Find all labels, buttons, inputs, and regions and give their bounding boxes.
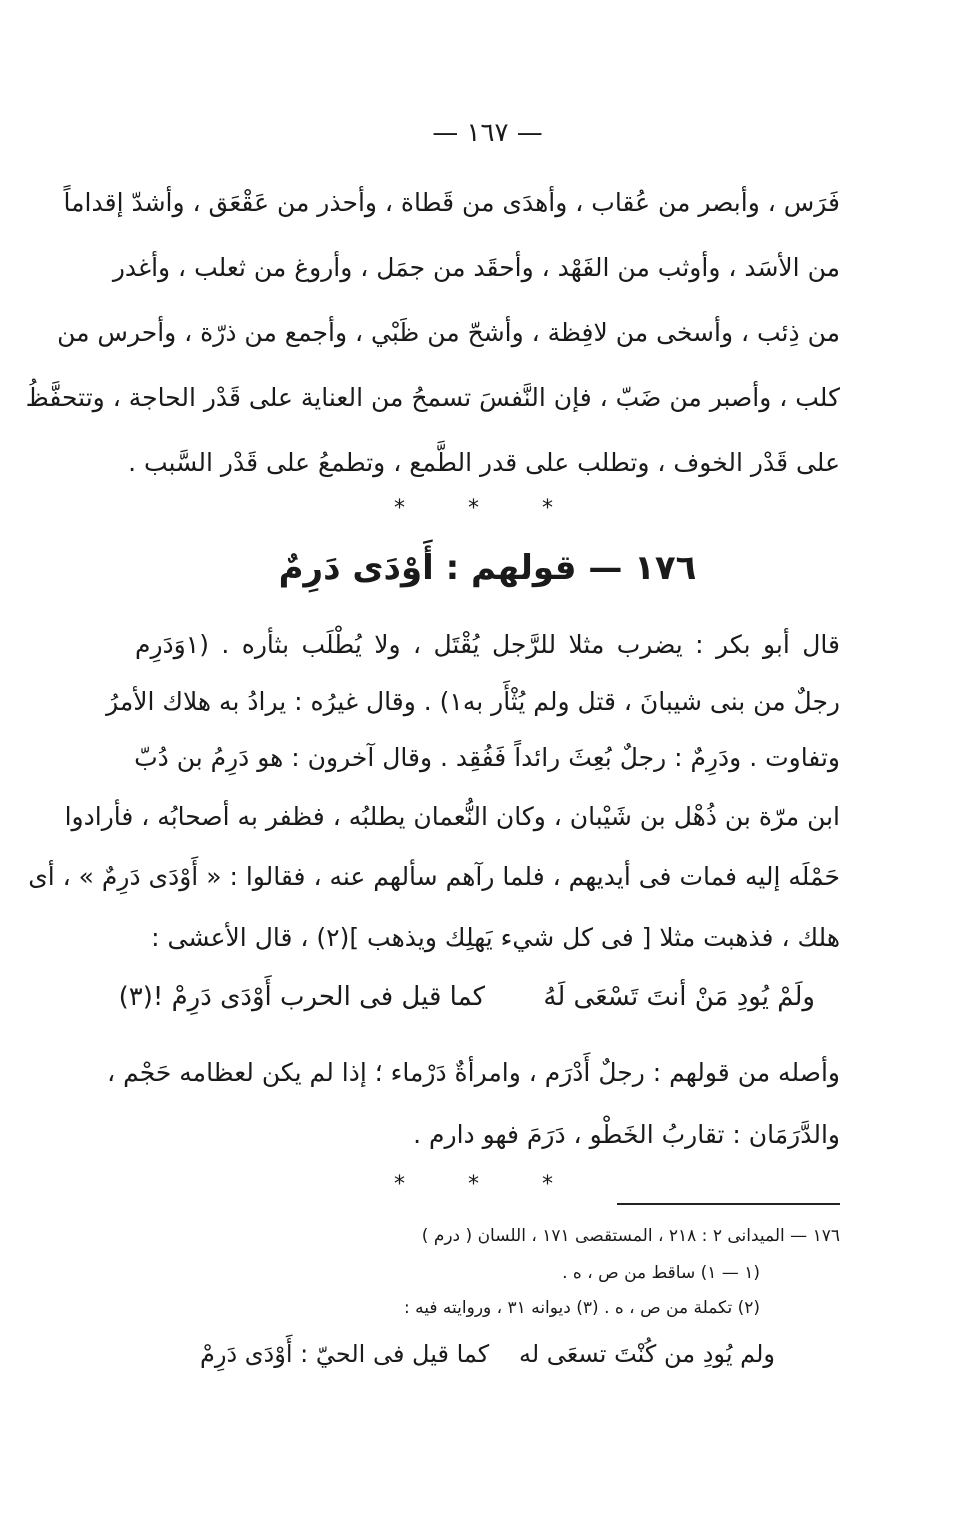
text-line: وتفاوت . ودَرِمٌ : رجلٌ بُعِثَ رائداً فَفُقِد . وقال آخرون : هو دَرِمُ بن دُبّ — [134, 743, 840, 772]
verse-second-hemistich: كما قيل فى الحرب أَوْدَى دَرِمْ !(٣) — [118, 982, 485, 1012]
text-line: والدَّرَمَان : تقاربُ الخَطْو ، دَرَمَ فهو دارم . — [413, 1120, 840, 1149]
footnote-line: ١٧٦ — الميدانى ٢ : ٢١٨ ، المستقصى ١٧١ ، اللسان ( درم ) — [421, 1226, 840, 1246]
text-line: قال أبو بكر : يضرب مثلا للرَّجل يُقْتَل ، ولا يُطْلَب بثأره . (١وَدَرِم — [135, 630, 840, 659]
footnote-verse-second: كما قيل فى الحيّ : أَوْدَى دَرِمْ — [200, 1340, 490, 1368]
text-line: على قَدْر الخوف ، وتطلب على قدر الطَّمع ، وتطمعُ على قَدْر السَّبب . — [128, 448, 840, 477]
footnote-line: (٢) تكملة من ص ، ه . (٣) ديوانه ٣١ ، وروايته فيه : — [404, 1298, 760, 1318]
page-number: — ١٦٧ — — [432, 118, 543, 148]
text-line: فَرَس ، وأبصر من عُقاب ، وأهدَى من قَطاة ، وأحذر من عَقْعَق ، وأشدّ إقداماً — [63, 188, 840, 217]
footnote-verse-first: ولم يُودِ من كُنْتَ تسعَى له — [519, 1340, 775, 1368]
verse-first-hemistich: ولَمْ يُودِ مَنْ أنتَ تَسْعَى لَهُ — [543, 982, 815, 1012]
section-separator: * * * — [394, 1172, 581, 1197]
text-line: من ذِئب ، وأسخى من لافِظة ، وأشحّ من ظَبْي ، وأجمع من ذرّة ، وأحرس من — [57, 318, 840, 347]
footnote-rule — [617, 1203, 840, 1205]
footnote-line: (١ — ١) ساقط من ص ، ه . — [562, 1263, 760, 1283]
text-line: هلك ، فذهبت مثلا [ فى كل شيء يَهلِك ويذهب ](٢) ، قال الأعشى : — [151, 923, 840, 952]
text-line: ابن مرّة بن ذُهْل بن شَيْبان ، وكان النُّعمان يطلبُه ، فظفر به أصحابُه ، فأرادوا — [64, 802, 840, 831]
text-line: من الأسَد ، وأوثب من الفَهْد ، وأحقَد من جمَل ، وأروغ من ثعلب ، وأغدر — [112, 253, 840, 282]
section-heading: ١٧٦ — قولهم : أَوْدَى دَرِمٌ — [278, 548, 697, 588]
text-line: حَمْلَه إليه فمات فى أيديهم ، فلما رآهم سألهم عنه ، فقالوا : « أَوْدَى دَرِمٌ » ، أى — [28, 862, 840, 891]
text-line: كلب ، وأصبر من ضَبّ ، فإن النَّفسَ تسمحُ من العناية على قَدْر الحاجة ، وتتحفَّظُ — [25, 383, 840, 412]
section-separator: * * * — [394, 496, 581, 521]
text-line: رجلٌ من بنى شيبانَ ، قتل ولم يُثْأَر به١) . وقال غيرُه : يرادُ به هلاك الأمرُ — [106, 687, 840, 716]
text-line: وأصله من قولهم : رجلٌ أَدْرَم ، وامرأةٌ دَرْماء ؛ إذا لم يكن لعظامه حَجْم ، — [107, 1058, 840, 1087]
